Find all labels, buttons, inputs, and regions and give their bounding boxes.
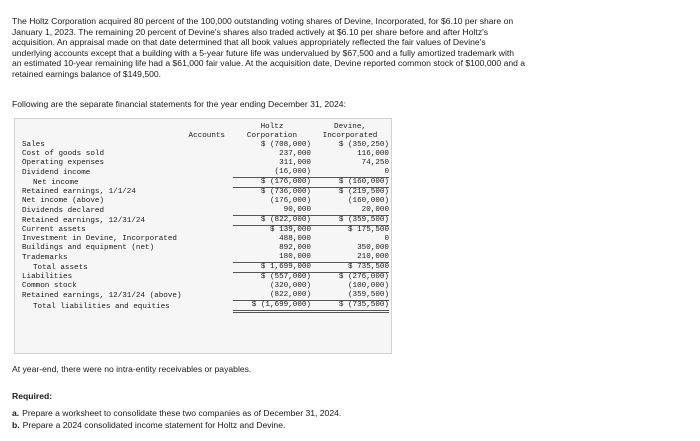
table-row xyxy=(22,301,389,312)
holtz-header: Corporation xyxy=(246,132,298,140)
table-row xyxy=(22,226,389,236)
holtz-value: $ (822,000) xyxy=(233,216,311,226)
intro-line: retained earnings balance of $149,500. xyxy=(12,68,162,79)
account-label: Retained earnings, 12/31/24 xyxy=(22,216,146,225)
holtz-value: (320,000) xyxy=(269,282,311,290)
account-label: Total liabilities and equities xyxy=(33,302,170,311)
account-label: Retained earnings, 12/31/24 (above) xyxy=(22,291,182,300)
task-letter: b. xyxy=(12,420,20,430)
devine-value: (160,000) xyxy=(347,197,389,205)
account-label: Total assets xyxy=(33,263,88,272)
table-row xyxy=(22,263,389,273)
task-letter: a. xyxy=(12,408,20,418)
holtz-value: 488,000 xyxy=(279,235,311,243)
holtz-value: $ (736,000) xyxy=(233,188,311,198)
account-label: Trademarks xyxy=(22,253,68,262)
task-item-a xyxy=(12,408,341,418)
holtz-value: 311,000 xyxy=(279,159,311,167)
intro-line: The Holtz Corporation acquired 80 percent of the 100,000 outstanding voting shares of Devine, Incorporated, for $6.10 per share on xyxy=(12,16,514,26)
holtz-value: $ (708,000) xyxy=(260,141,311,149)
intra-entity-note: At year-end, there were no intra-entity receivables or payables. xyxy=(12,364,252,374)
account-label: Net income xyxy=(33,178,79,187)
holtz-value: 90,000 xyxy=(283,206,311,214)
account-label: Common stock xyxy=(22,282,77,290)
account-label: Sales xyxy=(22,141,45,149)
table-row xyxy=(22,178,389,188)
holtz-value: (176,000) xyxy=(269,197,311,205)
table-header-row-2 xyxy=(22,132,389,141)
devine-value: 20,000 xyxy=(361,206,389,214)
holtz-value: 892,000 xyxy=(279,244,311,252)
table-row xyxy=(22,291,389,301)
devine-value: $ 735,500 xyxy=(311,263,389,273)
table-row xyxy=(22,216,389,226)
table-row xyxy=(22,235,389,244)
devine-value: (359,500) xyxy=(347,291,389,299)
task-item-b xyxy=(12,420,285,430)
account-label: Net income (above) xyxy=(22,197,105,205)
task-text: Prepare a 2024 consolidated income statement for Holtz and Devine. xyxy=(22,420,286,430)
table-row xyxy=(22,206,389,216)
table-row xyxy=(22,150,389,159)
devine-value: 74,250 xyxy=(361,159,389,167)
devine-value: $ (359,500) xyxy=(311,216,389,226)
devine-value: $ (276,000) xyxy=(311,273,389,283)
account-label: Buildings and equipment (net) xyxy=(22,244,155,252)
accounts-header: Accounts xyxy=(188,132,225,140)
intro-line: underlying accounts except that a building with a 5-year future life was undervalued by $67,500 and a fully amortized trademark with xyxy=(12,47,515,58)
holtz-value: 180,000 xyxy=(279,253,311,261)
intro-line: an estimated 10-year remaining life had a $61,000 fair value. At the acquisition date, Devine reported common stock of $100,000 and a xyxy=(12,58,526,69)
account-label: Dividend income xyxy=(22,168,91,177)
devine-value: 0 xyxy=(384,235,389,243)
devine-header: Devine, xyxy=(334,123,366,131)
table-row xyxy=(22,273,389,283)
devine-header: Incorporated xyxy=(322,132,378,140)
statements-intro: Following are the separate financial statements for the year ending December 31, 2024: xyxy=(12,99,346,109)
account-label: Operating expenses xyxy=(22,159,105,167)
account-label: Liabilities xyxy=(22,273,73,281)
table-row xyxy=(22,244,389,253)
table-row xyxy=(22,168,389,178)
account-label: Current assets xyxy=(22,226,86,234)
table-row xyxy=(22,253,389,263)
holtz-header: Holtz xyxy=(260,123,284,131)
account-label: Dividends declared xyxy=(22,206,105,215)
table-row xyxy=(22,141,389,150)
devine-value: $ (160,000) xyxy=(311,178,389,188)
devine-value: $ (350,250) xyxy=(338,141,389,149)
table-row xyxy=(22,197,389,206)
required-heading: Required: xyxy=(12,391,53,401)
devine-value: $ 175,500 xyxy=(311,226,389,236)
devine-value: 210,000 xyxy=(357,253,389,261)
holtz-value: (16,000) xyxy=(274,168,311,176)
holtz-value: $ 139,000 xyxy=(233,226,311,236)
holtz-value: $ 1,699,000 xyxy=(233,263,311,273)
table-row xyxy=(22,282,389,291)
table-row xyxy=(22,188,389,198)
holtz-value: $ (176,000) xyxy=(233,178,311,188)
intro-line: acquisition. An appraisal made on that date determined that all book values appropriately reflected the fair values of Devine's xyxy=(12,37,486,48)
devine-value: $ (219,500) xyxy=(311,188,389,198)
account-label: Retained earnings, 1/1/24 xyxy=(22,188,136,196)
holtz-value: 237,000 xyxy=(279,150,311,158)
table-row xyxy=(22,159,389,168)
devine-value: $ (735,500) xyxy=(311,301,389,312)
holtz-value: $ (1,699,000) xyxy=(233,301,311,312)
financial-statements-panel xyxy=(14,118,392,354)
devine-value: 350,000 xyxy=(357,244,389,252)
table-header-row-1 xyxy=(22,123,389,132)
devine-value: 116,000 xyxy=(357,150,389,158)
financial-statements-table xyxy=(22,123,389,313)
holtz-value: $ (557,000) xyxy=(233,273,311,283)
intro-paragraph xyxy=(12,16,690,80)
devine-value: 0 xyxy=(384,168,389,176)
account-label: Cost of goods sold xyxy=(22,150,105,158)
devine-value: (100,000) xyxy=(347,282,389,290)
task-text: Prepare a worksheet to consolidate these two companies as of December 31, 2024. xyxy=(22,408,342,418)
holtz-value: (822,000) xyxy=(269,291,311,299)
account-label: Investment in Devine, Incorporated xyxy=(22,235,177,243)
intro-line: January 1, 2023. The remaining 20 percent of Devine's shares also traded actively at $6.10 per share before and after Holtz's xyxy=(12,26,489,37)
